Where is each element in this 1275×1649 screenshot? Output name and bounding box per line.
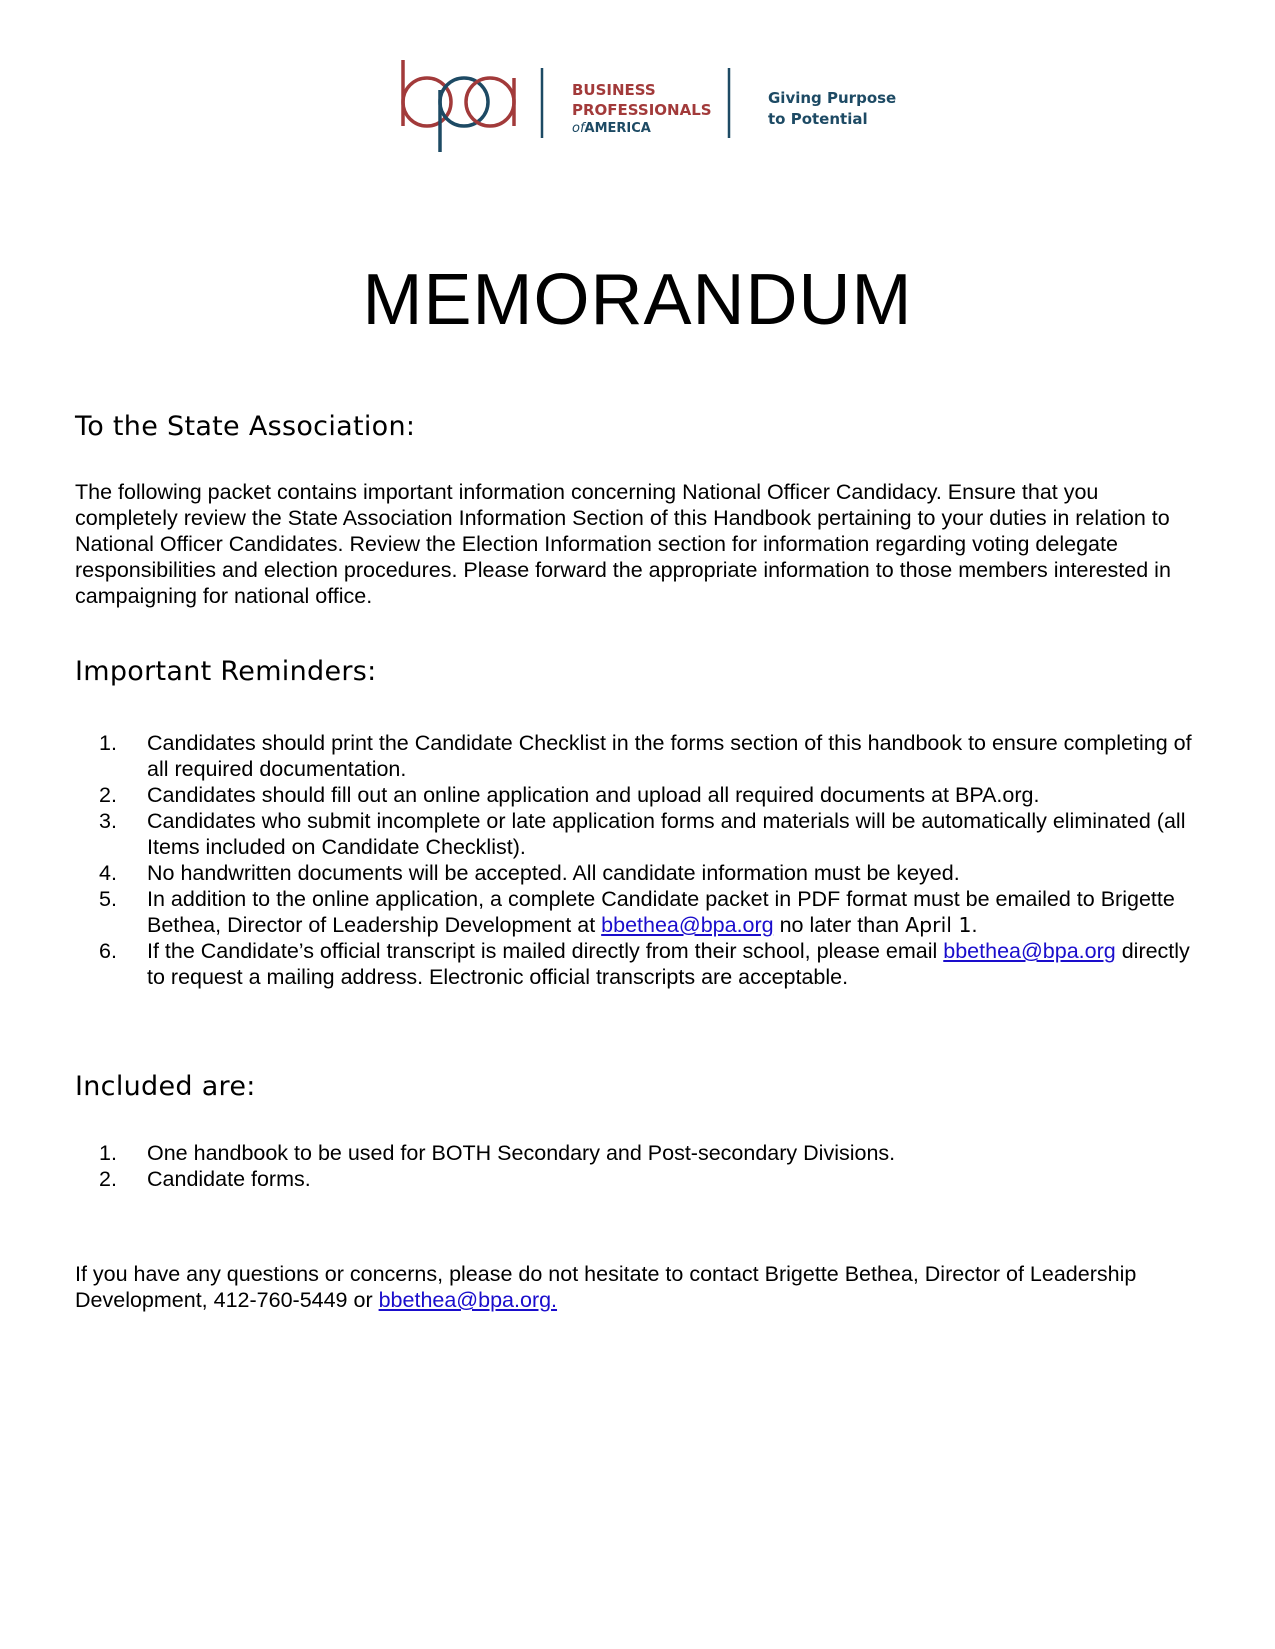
- list-item: [75, 1140, 1205, 1166]
- tagline: [768, 88, 896, 130]
- list-item-text: Candidates who submit incomplete or late application forms and materials will be automatically eliminated (all Items included on Candidate Checklist).: [147, 809, 1186, 859]
- org-name-line3: [572, 120, 712, 138]
- included-list: [75, 1140, 1205, 1192]
- list-item-text: No handwritten documents will be accepted. All candidate information must be keyed.: [147, 861, 960, 885]
- list-item-text: Candidate forms.: [147, 1167, 311, 1191]
- bpa-logo: [400, 60, 900, 160]
- reminders-heading: Important Reminders:: [75, 656, 377, 687]
- list-item-number: 2.: [99, 783, 117, 807]
- list-item: [75, 808, 1205, 860]
- org-name-of: of: [572, 121, 585, 136]
- list-item-text: Candidates should fill out an online application and upload all required documents at BPA.org.: [147, 783, 1040, 807]
- list-item-text-before: In addition to the online application, a complete Candidate packet in PDF format must be emailed to Brigette Bethea, Director of Leadership Development at: [147, 887, 1175, 937]
- list-item-text-middle: no later than: [773, 913, 906, 937]
- closing-email-link[interactable]: bbethea@bpa.org.: [378, 1288, 558, 1312]
- list-item-number: 1.: [99, 1141, 117, 1165]
- list-item-text-after: .: [971, 913, 978, 937]
- email-link[interactable]: bbethea@bpa.org: [943, 939, 1116, 963]
- list-item-text: One handbook to be used for BOTH Secondary and Post-secondary Divisions.: [147, 1141, 896, 1165]
- org-name-line2: PROFESSIONALS: [572, 101, 712, 119]
- list-item-number: 4.: [99, 861, 117, 885]
- intro-paragraph: The following packet contains important information concerning National Officer Candidacy. Ensure that you completely review the State Association Information Section of this Handbook pertaining to your duties in relation to National Officer Candidates. Review the Election Information section for information regarding voting delegate responsibilities and election procedures. Please forward the appropriate information to those members interested in campaigning for national office.: [75, 480, 1171, 608]
- list-item-number: 1.: [99, 731, 117, 755]
- org-name-line1: BUSINESS: [572, 81, 656, 99]
- tagline-line2: to Potential: [768, 110, 868, 128]
- list-item: [75, 782, 1205, 808]
- list-item: [75, 730, 1205, 782]
- list-item-text-after: directly to request a mailing address. Electronic official transcripts are acceptable.: [147, 939, 1190, 989]
- list-item-number: 5.: [99, 887, 117, 911]
- closing-text: If you have any questions or concerns, please do not hesitate to contact Brigette Bethea, Director of Leadership Development, 412-760-5449 or: [75, 1262, 1137, 1312]
- org-name-america: AMERICA: [584, 121, 651, 136]
- tagline-line1: Giving Purpose: [768, 89, 897, 107]
- list-item: [75, 1166, 1205, 1192]
- included-heading: Included are:: [75, 1071, 256, 1102]
- deadline-date: April 1: [905, 913, 972, 937]
- email-link[interactable]: bbethea@bpa.org: [601, 913, 774, 937]
- closing-paragraph: [75, 1261, 1205, 1313]
- list-item: [75, 860, 1205, 886]
- list-item: [75, 938, 1205, 990]
- org-name: [572, 80, 712, 138]
- list-item: [75, 886, 1205, 938]
- list-item-number: 3.: [99, 809, 117, 833]
- list-item-text: Candidates should print the Candidate Checklist in the forms section of this handbook to ensure completing of all required documentation.: [147, 731, 1192, 781]
- list-item-number: 2.: [99, 1167, 117, 1191]
- list-item-number: 6.: [99, 939, 117, 963]
- salutation: To the State Association:: [75, 411, 416, 442]
- memo-title: MEMORANDUM: [362, 260, 913, 340]
- list-item-text-before: If the Candidate’s official transcript is mailed directly from their school, please email: [147, 939, 944, 963]
- reminders-list: [75, 730, 1205, 990]
